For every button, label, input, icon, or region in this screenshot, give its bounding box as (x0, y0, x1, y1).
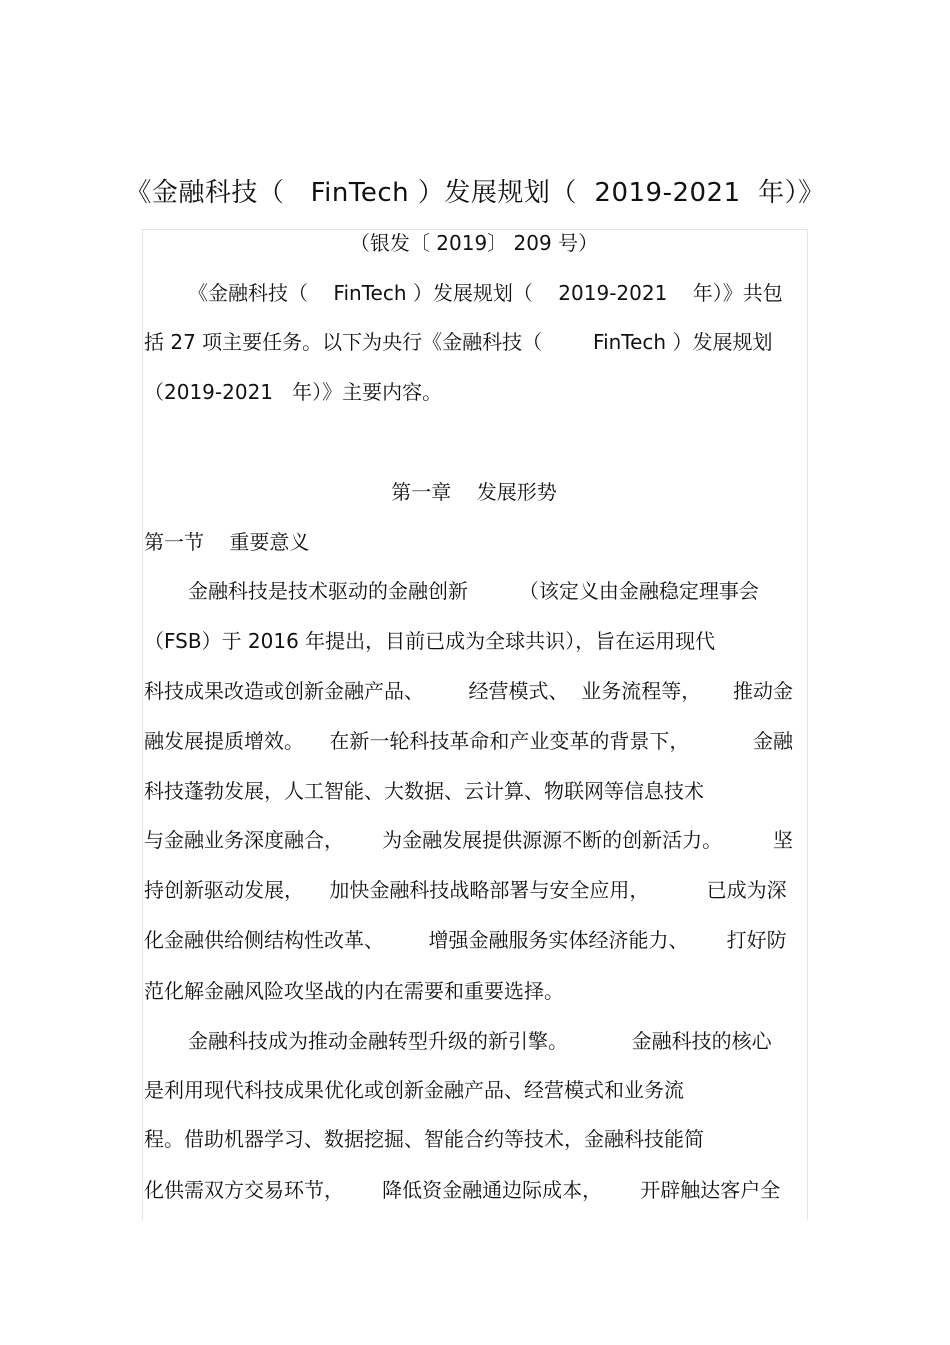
paragraph-line: 融发展提质增效。 在新一轮科技革命和产业变革的背景下， 金融 (144, 729, 794, 753)
paragraph-line: 是利用现代科技成果优化或创新金融产品、经营模式和业务流 (144, 1078, 684, 1102)
document-title: 《金融科技（ FinTech ）发展规划（ 2019-2021 年）》 (125, 178, 825, 208)
intro-line: 括 27 项主要任务。以下为央行《金融科技（ FinTech ）发展规划 (144, 330, 773, 354)
paragraph-line: 金融科技成为推动金融转型升级的新引擎。 金融科技的核心 (188, 1029, 772, 1053)
paragraph-line: 科技蓬勃发展，人工智能、大数据、云计算、物联网等信息技术 (144, 779, 704, 803)
paragraph-line: 化供需双方交易环节， 降低资金融通边际成本， 开辟触达客户全 (144, 1178, 781, 1202)
paragraph-line: 持创新驱动发展， 加快金融科技战略部署与安全应用， 已成为深 (144, 878, 787, 902)
paragraph-line: 与金融业务深度融合， 为金融发展提供源源不断的创新活力。 坚 (144, 828, 794, 852)
paragraph-line: 科技成果改造或创新金融产品、 经营模式、 业务流程等， 推动金 (144, 679, 794, 703)
chapter-heading: 第一章 发展形势 (391, 480, 557, 504)
page-frame (142, 229, 808, 1220)
intro-line: （2019-2021 年）》主要内容。 (144, 380, 443, 404)
paragraph-line: 程。借助机器学习、数据挖掘、智能合约等技术，金融科技能简 (144, 1127, 704, 1151)
document-subtitle: （银发〔 2019〕 209 号） (349, 231, 599, 255)
paragraph-line: （FSB）于 2016 年提出，目前已成为全球共识），旨在运用现代 (144, 629, 716, 653)
paragraph-line: 化金融供给侧结构性改革、 增强金融服务实体经济能力、 打好防 (144, 928, 787, 952)
section-heading: 第一节 重要意义 (144, 530, 310, 554)
intro-line: 《金融科技（ FinTech ）发展规划（ 2019-2021 年）》共包 (188, 281, 783, 305)
paragraph-line: 金融科技是技术驱动的金融创新 （该定义由金融稳定理事会 (188, 579, 759, 603)
paragraph-line: 范化解金融风险攻坚战的内在需要和重要选择。 (144, 979, 564, 1003)
